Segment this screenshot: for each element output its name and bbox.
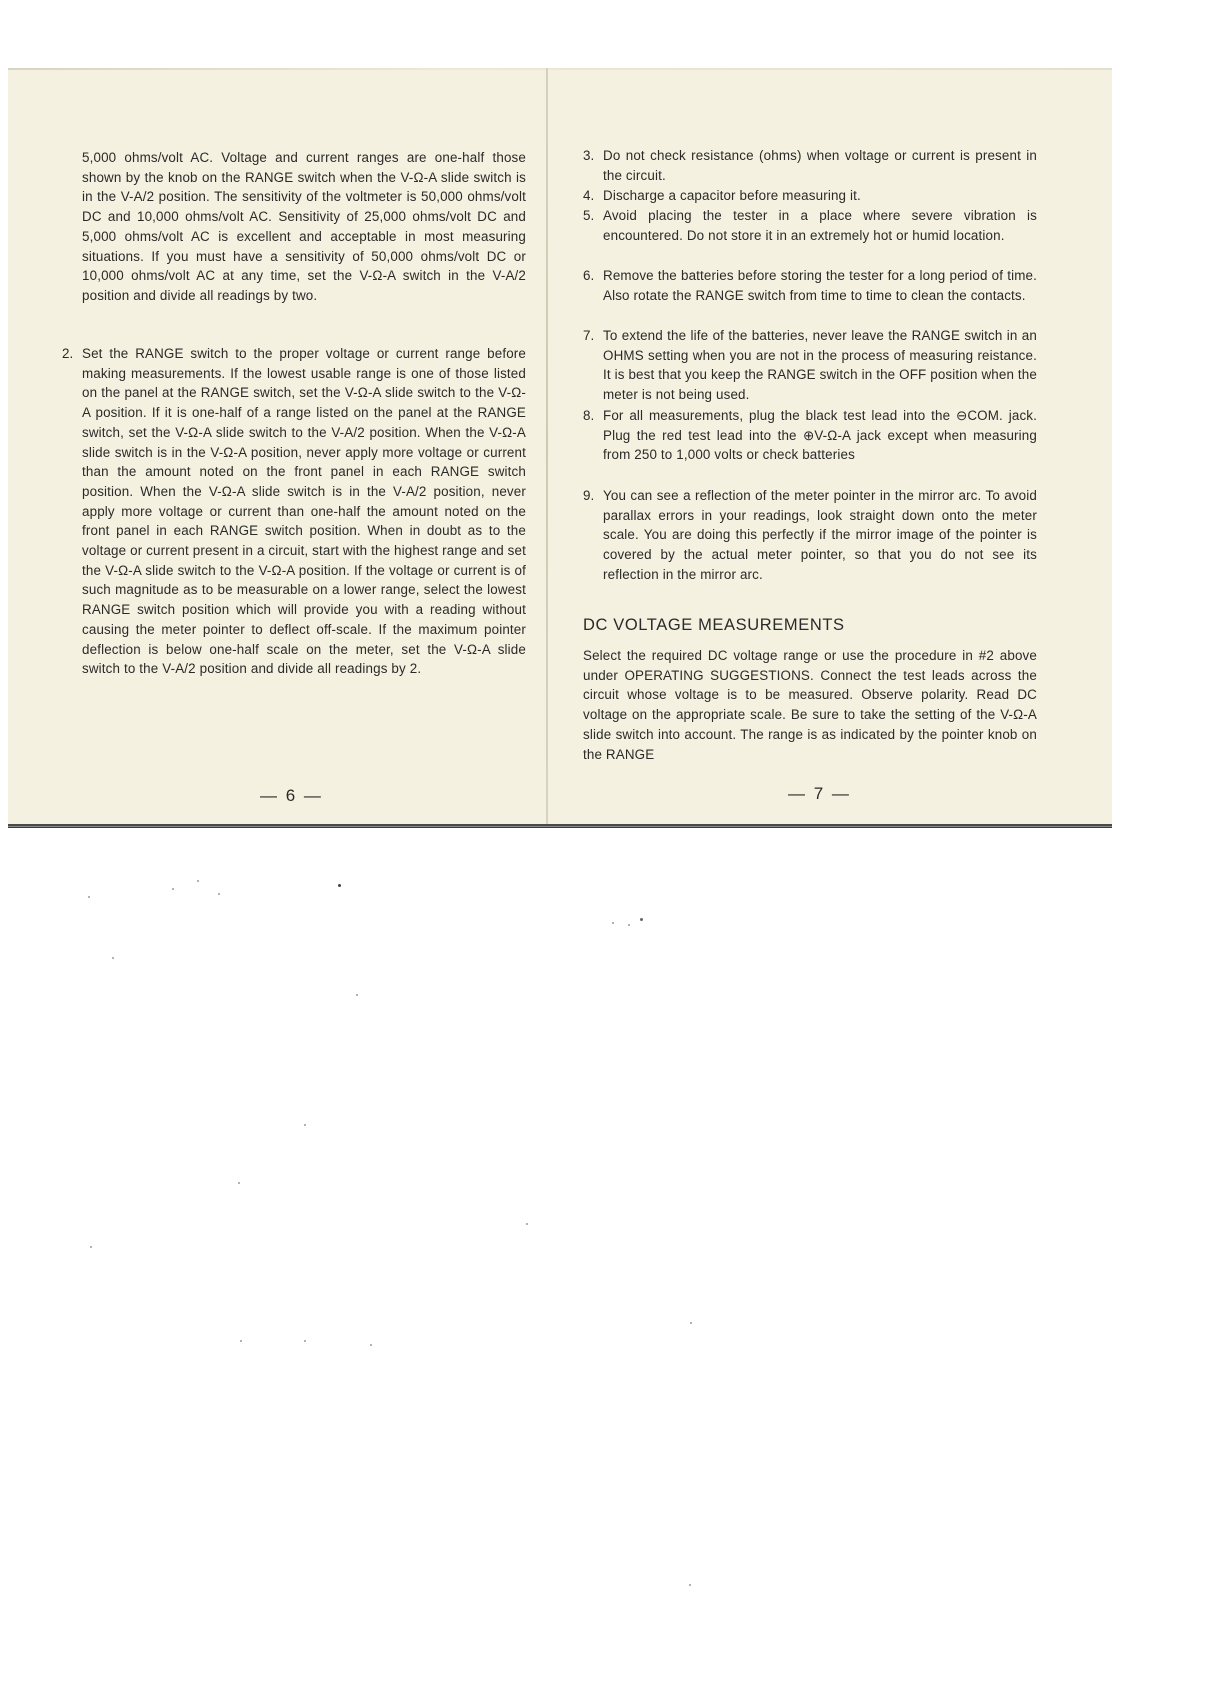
- list-item-5-text: Avoid placing the tester in a place where severe vibration is encountered. Do not store it in an extremely hot or humid location.: [603, 208, 1037, 243]
- page-number-right: — 7 —: [788, 784, 851, 803]
- right-page: [548, 68, 1112, 826]
- dust-speck: [628, 924, 630, 926]
- list-item-number: 8.: [583, 408, 595, 423]
- list-item-number: 3.: [583, 148, 595, 163]
- dust-speck: [526, 1223, 528, 1225]
- booklet-spread: [8, 68, 1112, 826]
- list-item-3-text: Do not check resistance (ohms) when voltage or current is present in the circuit.: [603, 148, 1037, 183]
- list-item-number: 2.: [62, 346, 74, 361]
- dust-speck: [240, 1340, 242, 1342]
- section-paragraph: Select the required DC voltage range or use the procedure in #2 above under OPERATING SUGGESTIONS. Connect the test leads across the circuit whose voltage is to be measured. Observe polarity. Read DC voltage on the appropriate scale. Be sure to take the setting of the V-Ω-A slide switch into account. The range is as indicated by the pointer knob on the RANGE: [583, 648, 1037, 762]
- dust-speck: [356, 994, 358, 996]
- list-item-6-text: Remove the batteries before storing the tester for a long period of time. Also rotate the RANGE switch from time to time to clean the contacts.: [603, 268, 1037, 303]
- dust-speck: [90, 1246, 92, 1248]
- list-item-number: 7.: [583, 328, 595, 343]
- dust-speck: [370, 1344, 372, 1346]
- list-item-7-text: To extend the life of the batteries, never leave the RANGE switch in an OHMS setting when you are not in the process of measuring reistance. It is best that you keep the RANGE switch in the OFF position when the meter is not being used.: [603, 328, 1037, 403]
- dust-speck: [304, 1124, 306, 1126]
- dust-speck: [238, 1182, 240, 1184]
- list-item-8-text: For all measurements, plug the black test lead into the ⊖COM. jack. Plug the red test lead into the ⊕V-Ω-A jack except when measuring from 250 to 1,000 volts or check batteries: [603, 408, 1037, 463]
- left-page: [8, 68, 546, 826]
- list-item-number: 4.: [583, 188, 595, 203]
- left-continuation-paragraph: 5,000 ohms/volt AC. Voltage and current ranges are one-half those shown by the knob on the RANGE switch when the V-Ω-A slide switch is in the V-A/2 position. The sensitivity of the voltmeter is 50,000 ohms/volt DC and 10,000 ohms/volt AC. Sensitivity of 25,000 ohms/volt DC and 5,000 ohms/volt AC is excellent and acceptable in most measuring situations. If you must have a sensitivity of 50,000 ohms/volt DC or 10,000 ohms/volt AC at any time, set the V-Ω-A switch in the V-A/2 position and divide all readings by two.: [82, 150, 526, 303]
- dust-speck: [88, 896, 90, 898]
- dust-speck: [689, 1584, 691, 1586]
- dust-speck: [612, 922, 614, 924]
- dust-speck: [304, 1340, 306, 1342]
- list-item-number: 9.: [583, 488, 595, 503]
- dust-speck: [338, 884, 341, 887]
- dust-speck: [640, 918, 643, 921]
- dust-speck: [172, 888, 174, 890]
- dust-speck: [197, 880, 199, 882]
- dust-speck: [218, 893, 220, 895]
- page-number-left: — 6 —: [260, 786, 323, 805]
- section-heading: DC VOLTAGE MEASUREMENTS: [583, 616, 845, 634]
- dust-speck: [690, 1322, 692, 1324]
- list-item-9-text: You can see a reflection of the meter pointer in the mirror arc. To avoid parallax errors in your readings, look straight down onto the meter scale. You are doing this perfectly if the mirror image of the pointer is covered by the actual meter pointer, so that you do not see its reflection in the mirror arc.: [603, 488, 1037, 582]
- list-item-number: 5.: [583, 208, 595, 223]
- list-item-2-text: Set the RANGE switch to the proper voltage or current range before making measurements. If the lowest usable range is one of those listed on the panel at the RANGE switch, set the V-Ω-A slide switch to the V-Ω-A position. If it is one-half of a range listed on the panel at the RANGE switch, set the V-Ω-A slide switch to the V-A/2 position. When the V-Ω-A slide switch is in the V-Ω-A position, never apply more voltage or current than the amount noted on the front panel in each RANGE switch position. When the V-Ω-A slide switch is in the V-A/2 position, never apply more voltage or current than one-half the amount noted on the front panel in each RANGE switch position. When in doubt as to the voltage or current present in a circuit, start with the highest range and set the V-Ω-A slide switch to the V-Ω-A position. If the voltage or current is of such magnitude as to be measurable on a lower range, select the lowest RANGE switch position which will provide you with a reading without causing the meter pointer to deflect off-scale. If the maximum pointer deflection is below one-half scale on the meter, set the V-Ω-A slide switch to the V-A/2 position and divide all readings by 2.: [82, 346, 526, 677]
- dust-speck: [112, 957, 114, 959]
- list-item-number: 6.: [583, 268, 595, 283]
- booklet-bottom-edge: [8, 824, 1112, 826]
- list-item-4-text: Discharge a capacitor before measuring it.: [603, 188, 861, 203]
